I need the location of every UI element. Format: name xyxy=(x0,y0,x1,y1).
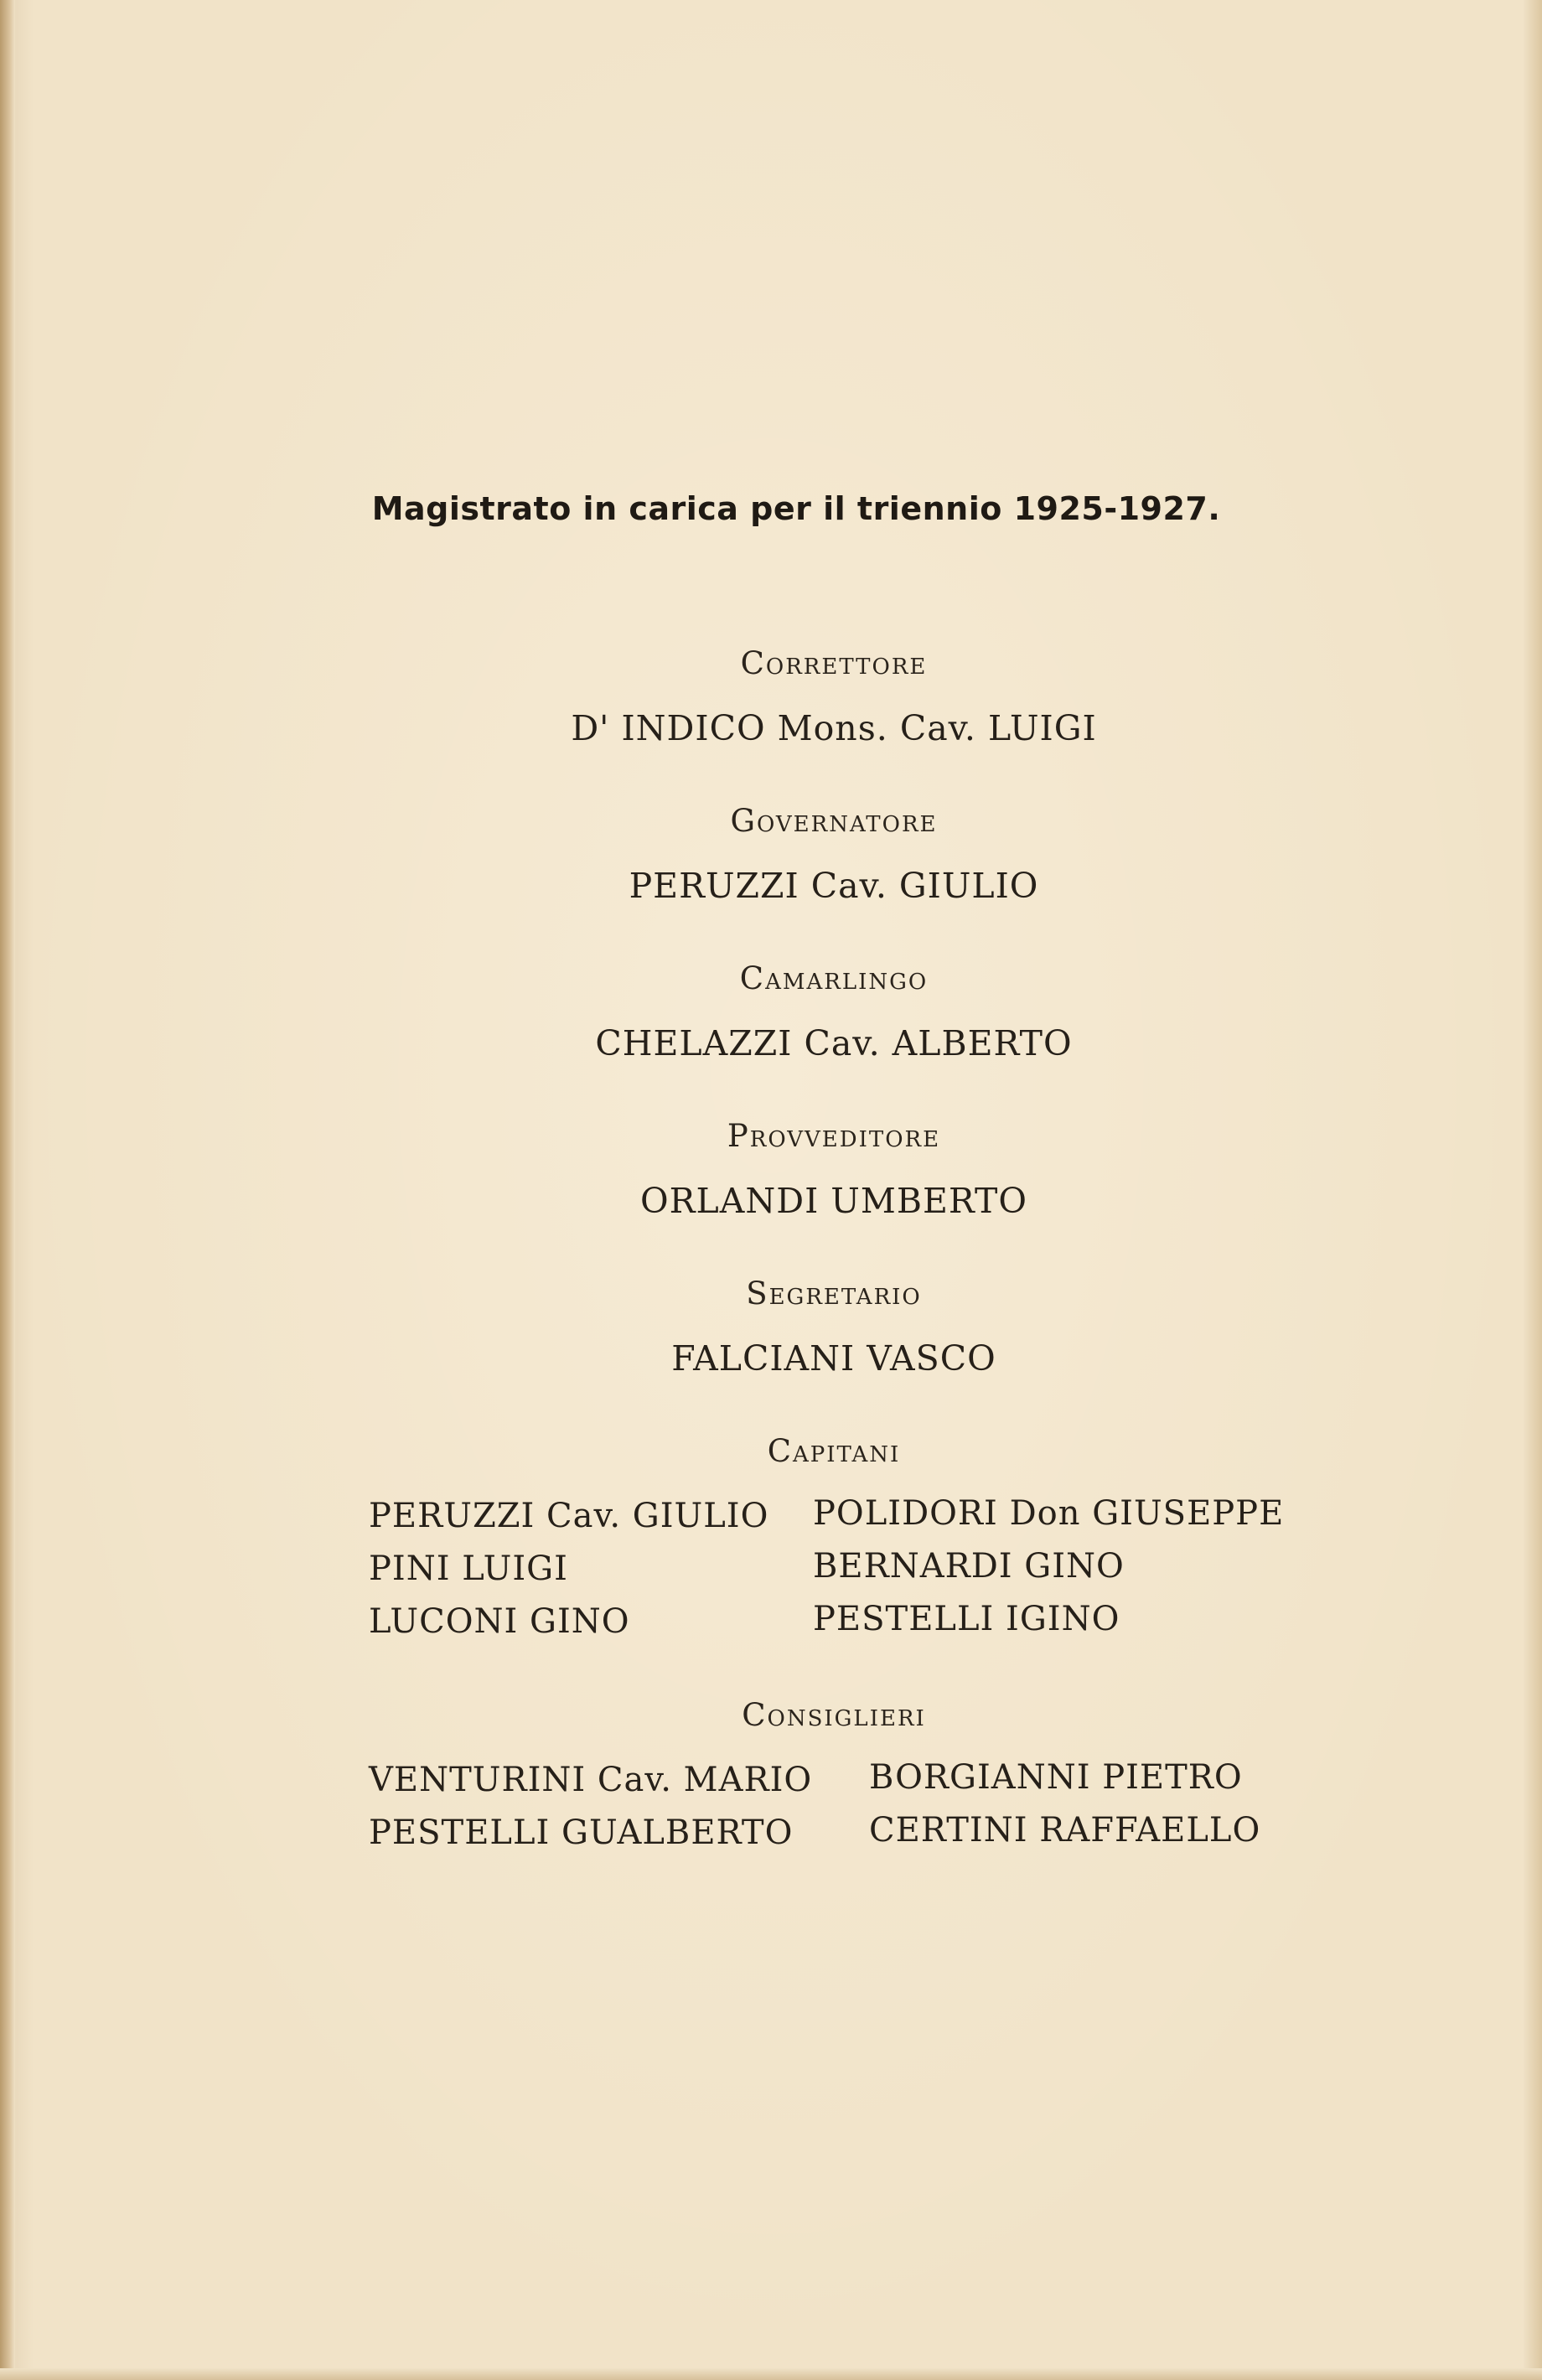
capitano-name: LUCONI GINO xyxy=(369,1602,630,1641)
office-role-provveditore: Provveditore xyxy=(727,1118,941,1154)
capitani-right-column xyxy=(813,1488,1284,1646)
office-name-governatore: PERUZZI Cav. GIULIO xyxy=(629,866,1039,906)
office-role-governatore: Governatore xyxy=(730,803,938,839)
consiglieri-left-column xyxy=(369,1754,812,1860)
office-role-correttore: Correttore xyxy=(740,645,928,681)
capitano-name: PESTELLI IGINO xyxy=(813,1600,1120,1638)
consigliere-name: PESTELLI GUALBERTO xyxy=(369,1813,794,1852)
office-role-camarlingo: Camarlingo xyxy=(739,960,929,996)
consigliere-name: CERTINI RAFFAELLO xyxy=(869,1811,1261,1850)
capitani-left-column xyxy=(369,1490,768,1648)
office-role-segretario: Segretario xyxy=(746,1275,922,1312)
page-edge-bottom xyxy=(0,2368,1542,2380)
capitano-name: PERUZZI Cav. GIULIO xyxy=(369,1497,769,1535)
capitani-heading: Capitani xyxy=(767,1433,901,1469)
consiglieri-heading: Consiglieri xyxy=(742,1697,926,1733)
capitano-name: POLIDORI Don GIUSEPPE xyxy=(813,1494,1285,1533)
capitano-name: BERNARDI GINO xyxy=(813,1547,1125,1586)
office-name-camarlingo: CHELAZZI Cav. ALBERTO xyxy=(595,1023,1073,1063)
consigliere-name: BORGIANNI PIETRO xyxy=(869,1758,1243,1797)
capitano-name: PINI LUIGI xyxy=(369,1550,568,1588)
page-title: Magistrato in carica per il triennio 1925-1927. xyxy=(371,490,1221,527)
office-name-segretario: FALCIANI VASCO xyxy=(671,1338,996,1379)
consigliere-name: VENTURINI Cav. MARIO xyxy=(369,1761,813,1799)
office-name-provveditore: ORLANDI UMBERTO xyxy=(640,1181,1027,1221)
consiglieri-right-column xyxy=(869,1751,1260,1857)
office-name-correttore: D' INDICO Mons. Cav. LUIGI xyxy=(571,708,1097,748)
